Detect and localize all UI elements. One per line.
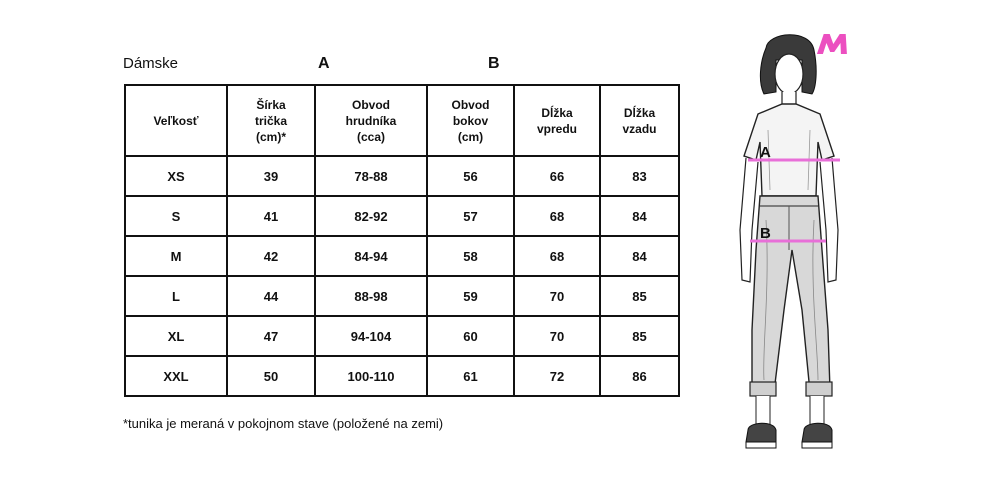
table-cell: 61 (427, 356, 514, 396)
measure-label-a: A (760, 144, 771, 161)
table-cell: 50 (227, 356, 315, 396)
column-header-width: Šírka trička (cm)* (227, 85, 315, 156)
column-marker-b: B (488, 55, 500, 72)
table-row (125, 276, 679, 316)
table-cell: 44 (227, 276, 315, 316)
table-row (125, 236, 679, 276)
table-cell: L (125, 276, 227, 316)
column-header-back-length: Dĺžka vzadu (600, 85, 679, 156)
table-cell: 85 (600, 316, 679, 356)
table-cell: M (125, 236, 227, 276)
table-cell: 66 (514, 156, 600, 196)
table-cell: 78-88 (315, 156, 427, 196)
table-cell: 42 (227, 236, 315, 276)
table-cell: 84 (600, 236, 679, 276)
column-marker-a: A (318, 55, 330, 72)
table-cell: 57 (427, 196, 514, 236)
size-table (124, 84, 680, 397)
table-cell: 86 (600, 356, 679, 396)
table-cell: 60 (427, 316, 514, 356)
table-cell: XL (125, 316, 227, 356)
column-header-size: Veľkosť (125, 85, 227, 156)
table-row (125, 316, 679, 356)
table-cell: 70 (514, 276, 600, 316)
table-cell: 72 (514, 356, 600, 396)
table-cell: 100-110 (315, 356, 427, 396)
woman-illustration (718, 30, 858, 470)
table-header-row (125, 85, 679, 156)
measure-label-b: B (760, 225, 771, 242)
column-header-hips: Obvod bokov (cm) (427, 85, 514, 156)
table-cell: 58 (427, 236, 514, 276)
table-cell: 70 (514, 316, 600, 356)
table-cell: XS (125, 156, 227, 196)
table-cell: 47 (227, 316, 315, 356)
table-cell: 84 (600, 196, 679, 236)
table-cell: 68 (514, 196, 600, 236)
table-cell: 39 (227, 156, 315, 196)
table-cell: 85 (600, 276, 679, 316)
table-cell: XXL (125, 356, 227, 396)
table-row (125, 196, 679, 236)
footnote: *tunika je meraná v pokojnom stave (položené na zemi) (123, 416, 444, 431)
table-cell: 88-98 (315, 276, 427, 316)
column-header-chest: Obvod hrudníka (cca) (315, 85, 427, 156)
table-cell: 41 (227, 196, 315, 236)
size-chart-title: Dámske (123, 55, 179, 72)
table-cell: 68 (514, 236, 600, 276)
table-cell: 56 (427, 156, 514, 196)
table-row (125, 356, 679, 396)
table-cell: S (125, 196, 227, 236)
table-cell: 83 (600, 156, 679, 196)
column-header-front-length: Dĺžka vpredu (514, 85, 600, 156)
table-cell: 84-94 (315, 236, 427, 276)
table-cell: 94-104 (315, 316, 427, 356)
table-cell: 82-92 (315, 196, 427, 236)
table-cell: 59 (427, 276, 514, 316)
table-row (125, 156, 679, 196)
